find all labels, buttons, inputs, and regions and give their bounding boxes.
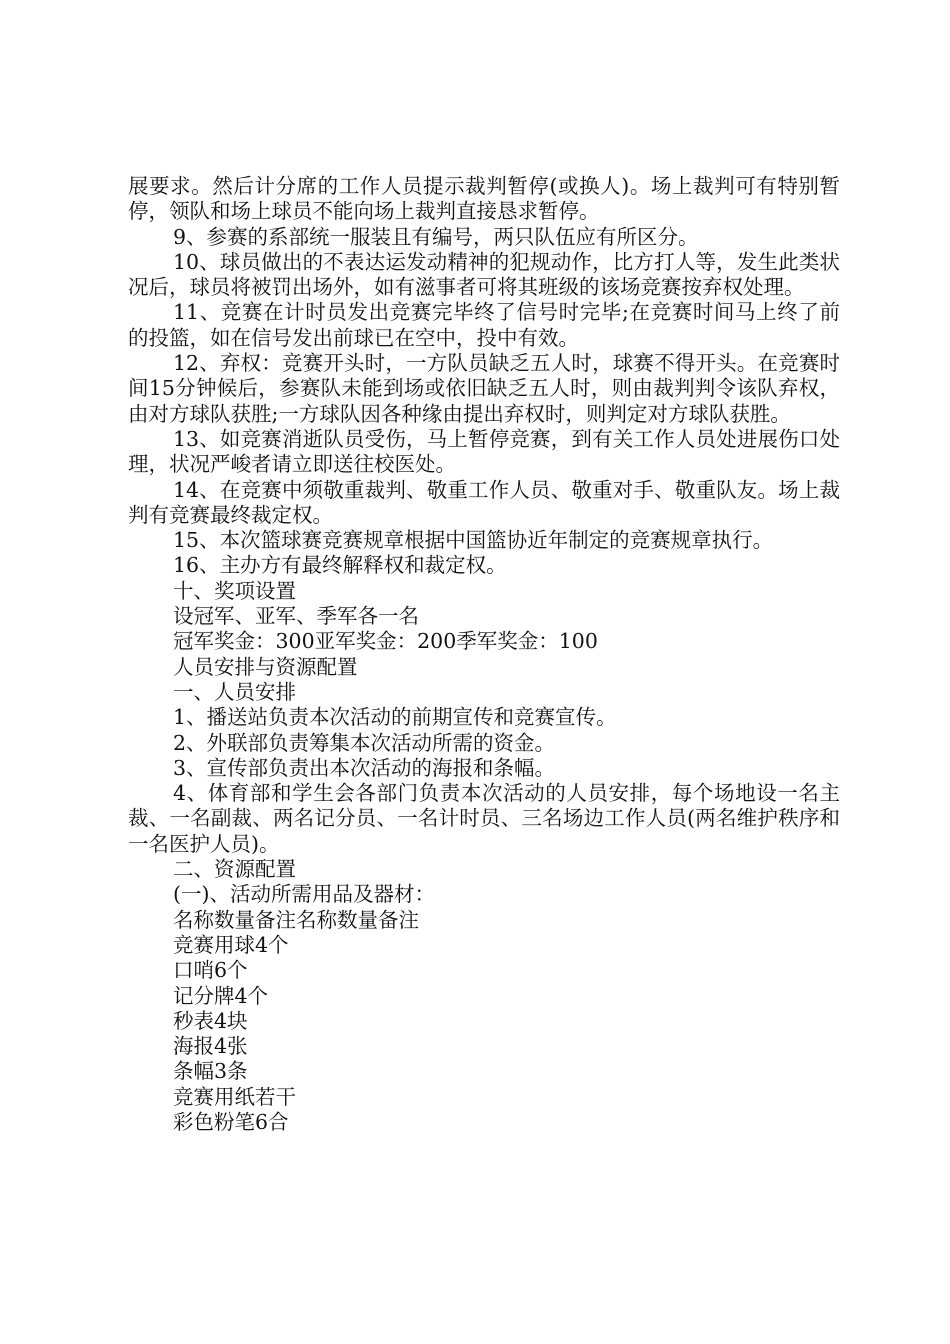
staff-item-2: 2、外联部负责筹集本次活动所需的资金。 xyxy=(173,730,556,755)
section-heading-awards: 十、奖项设置 xyxy=(173,578,296,603)
equipment-item: 海报4张 xyxy=(173,1034,248,1059)
equipment-item: 竞赛用球4个 xyxy=(173,932,289,957)
equipment-item: 口哨6个 xyxy=(173,958,248,983)
staff-item-1: 1、播送站负责本次活动的前期宣传和竞赛宣传。 xyxy=(173,705,617,730)
prize-money-line: 冠军奖金：300亚军奖金：200季军奖金：100 xyxy=(173,629,598,654)
equipment-item: 秒表4块 xyxy=(173,1008,248,1033)
equipment-item: 竞赛用纸若干 xyxy=(173,1084,296,1109)
rule-item-13: 13、如竞赛消逝队员受伤，马上暂停竞赛，到有关工作人员处进展伤口处理，状况严峻者请立即送往校医处。 xyxy=(128,426,840,477)
rule-item-14: 14、在竞赛中须敬重裁判、敬重工作人员、敬重对手、敬重队友。场上裁判有竞赛最终裁定权。 xyxy=(128,477,840,527)
document-body xyxy=(128,174,840,1135)
awards-line: 设冠军、亚军、季军各一名 xyxy=(173,604,419,629)
rule-item-10: 10、球员做出的不表达运发动精神的犯规动作，比方打人等，发生此类状况后，球员将被罚出场外，如有滋事者可将其班级的该场竞赛按弃权处理。 xyxy=(128,249,840,300)
subheading-staff: 一、人员安排 xyxy=(173,679,296,704)
equipment-item: 彩色粉笔6合 xyxy=(173,1109,289,1134)
rule-item-11: 11、竞赛在计时员发出竞赛完毕终了信号时完毕;在竞赛时间马上终了前的投篮，如在信号发出前球已在空中，投中有效。 xyxy=(128,300,840,350)
section-heading-staffing: 人员安排与资源配置 xyxy=(173,654,358,679)
staff-item-3: 3、宣传部负责出本次活动的海报和条幅。 xyxy=(173,755,556,780)
equipment-header-row: 名称数量备注名称数量备注 xyxy=(173,907,419,932)
equipment-item: 记分牌4个 xyxy=(173,983,269,1008)
paragraph-continuation: 展要求。然后计分席的工作人员提示裁判暂停(或换人)。场上裁判可有特别暂停，领队和场上球员不能向场上裁判直接恳求暂停。 xyxy=(128,174,840,224)
rule-item-15: 15、本次篮球赛竞赛规章根据中国篮协近年制定的竞赛规章执行。 xyxy=(173,528,774,553)
subheading-equipment: (一)、活动所需用品及器材： xyxy=(173,882,435,907)
staff-item-4: 4、体育部和学生会各部门负责本次活动的人员安排，每个场地设一名主裁、一名副裁、两名记分员、一名计时员、三名场边工作人员(两名维护秩序和一名医护人员)。 xyxy=(128,781,840,856)
rule-item-16: 16、主办方有最终解释权和裁定权。 xyxy=(173,553,507,578)
subheading-resources: 二、资源配置 xyxy=(173,857,296,882)
rule-item-9: 9、参赛的系部统一服装且有编号，两只队伍应有所区分。 xyxy=(173,224,699,249)
rule-item-12: 12、弃权：竞赛开头时，一方队员缺乏五人时，球赛不得开头。在竞赛时间15分钟候后，参赛队未能到场或依旧缺乏五人时，则由裁判判令该队弃权，由对方球队获胜;一方球队因各种缘由提出弃权时，则判定对方球队获胜。 xyxy=(128,351,840,426)
equipment-item: 条幅3条 xyxy=(173,1059,248,1084)
